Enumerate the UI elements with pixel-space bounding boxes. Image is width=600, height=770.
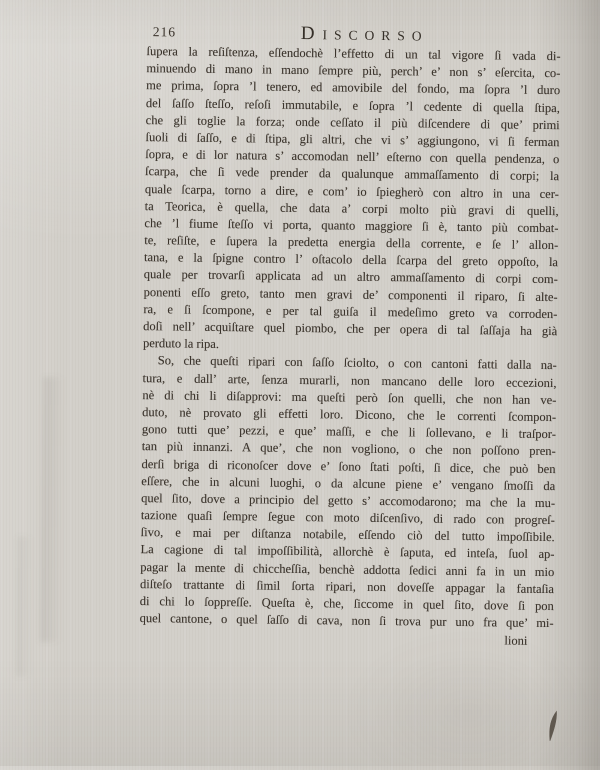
text-line: nè di chi li diſapprovi: ma queſti però ſon quelli, che non han ve- <box>142 387 557 407</box>
text-line: So, che queſti ripari con ſaſſo ſciolto, o con cantoni fatti dalla na- <box>157 353 557 373</box>
ink-stroke-mark <box>543 708 564 746</box>
text-line: tazione quaſi ſempre ſegue con moto diſcenſivo, di rado con progreſ- <box>140 508 555 528</box>
text-line: eſſere, che in alcuni luoghi, o da alcune piene e’ vengano ſmoſſi da <box>141 473 556 493</box>
body-text <box>140 43 561 632</box>
catchword: lioni <box>504 633 528 648</box>
text-line: ſopra, e di lor natura s’ accomodan nell’ eſterno con quella pendenza, o <box>145 147 560 167</box>
text-line: che gli toglie la forza; onde ceſſato il più diſcendere di que’ primi <box>145 112 560 132</box>
text-line: ſcarpa, che ſi vede prender da qualunque ammaſſamento di corpi; la <box>145 164 560 184</box>
text-line: perduto la ripa. <box>142 336 220 352</box>
text-line: tana, e la ſpigne contro l’ oſtacolo della ſcarpa del greto oppoſto, la <box>143 250 559 270</box>
text-line: gono tutti que’ pezzi, e que’ maſſi, e che li ſollevano, e li traſpor- <box>141 422 557 442</box>
text-line: tan più innanzi. A que’, che non vogliono, o che non poſſono pren- <box>141 439 556 459</box>
paper-shadow-streak <box>40 377 71 642</box>
text-line: ſuoli di ſaſſo, e di ſtipa, gli altri, che vi s’ aggiungono, vi ſi ferman <box>145 130 560 150</box>
text-line: te, reſiſte, e ſupera la predetta energia della corrente, e ſe l’ allon- <box>144 233 559 253</box>
text-line: ſivo, e mai per diſtanza notabile, eſſendo ciò del tutto impoſſibile. <box>140 525 555 545</box>
text-line: duto, nè provato gli effetti loro. Dicono, che le correnti ſcompon- <box>142 405 557 425</box>
text-line: derſi briga di riconoſcer dove e’ ſono ſtati poſti, ſi dice, che può ben <box>141 456 556 476</box>
text-line: minuendo di mano in mano ſempre più, perch’ e’ non s’ eſercita, co- <box>146 61 561 81</box>
text-line: quel cantone, o quel ſaſſo di cava, non ſi trova pur uno fra que’ mi- <box>139 611 554 631</box>
text-line: quel ſito, dove a principio del getto s’ accomodarono; ma che la mu- <box>141 490 556 511</box>
text-line: quale per trovarſi applicata ad un altro ammaſſamento di corpi com- <box>143 267 558 287</box>
text-line: del ſaſſo ſteſſo, reſoſi immutabile, e ſopra ’l cedente di quella ſtipa, <box>145 95 561 115</box>
running-title: DISCORSO <box>300 22 429 45</box>
text-line: La cagione di tal impoſſibilità, allorchè è ſaputa, ed inteſa, ſuol ap- <box>140 542 555 562</box>
text-line: pagar la mente di chiccheſſia, benchè addotta ſedici anni fa in un mio <box>140 559 555 579</box>
text-line: ra, e ſi ſcompone, e per tal guiſa il medeſimo greto va corroden- <box>143 301 558 321</box>
text-line: che ’l fiume ſteſſo vi porta, quanto maggiore ſi è, tanto più combat- <box>144 215 559 236</box>
text-line: me prima, ſopra ’l tenero, ed amovibile del fondo, ma ſopra ’l duro <box>146 78 561 98</box>
paper-shadow-streak <box>16 537 38 677</box>
text-line: ſupera la reſiſtenza, eſſendochè l’effetto di un tal vigore ſi vada di- <box>146 44 561 64</box>
text-line: ta Teorica, è quella, che data a’ corpi molto più gravi di quelli, <box>144 198 559 218</box>
text-line: tura, e dall’ arte, ſenza murarli, non mancano delle loro eccezioni, <box>142 370 557 390</box>
text-line: di chi lo ſoppreſſe. Queſta è, che, ſiccome in quel ſito, dove ſi pon <box>139 594 554 614</box>
text-line: doſi nell’ acquiſtare quel piombo, che per opera di tal ſaſſaja ha già <box>143 319 558 339</box>
page-number: 216 <box>152 24 177 40</box>
text-line: ponenti eſſo greto, tanto men gravi de’ componenti il riparo, ſi alte- <box>143 284 558 304</box>
text-line: diſteſo trattante di ſimil ſorta ripari, non doveſſe appagar la fantaſia <box>139 576 555 596</box>
text-line: quale ſcarpa, torno a dire, e com’ io ſpiegherò con altro in una cer- <box>144 181 559 201</box>
